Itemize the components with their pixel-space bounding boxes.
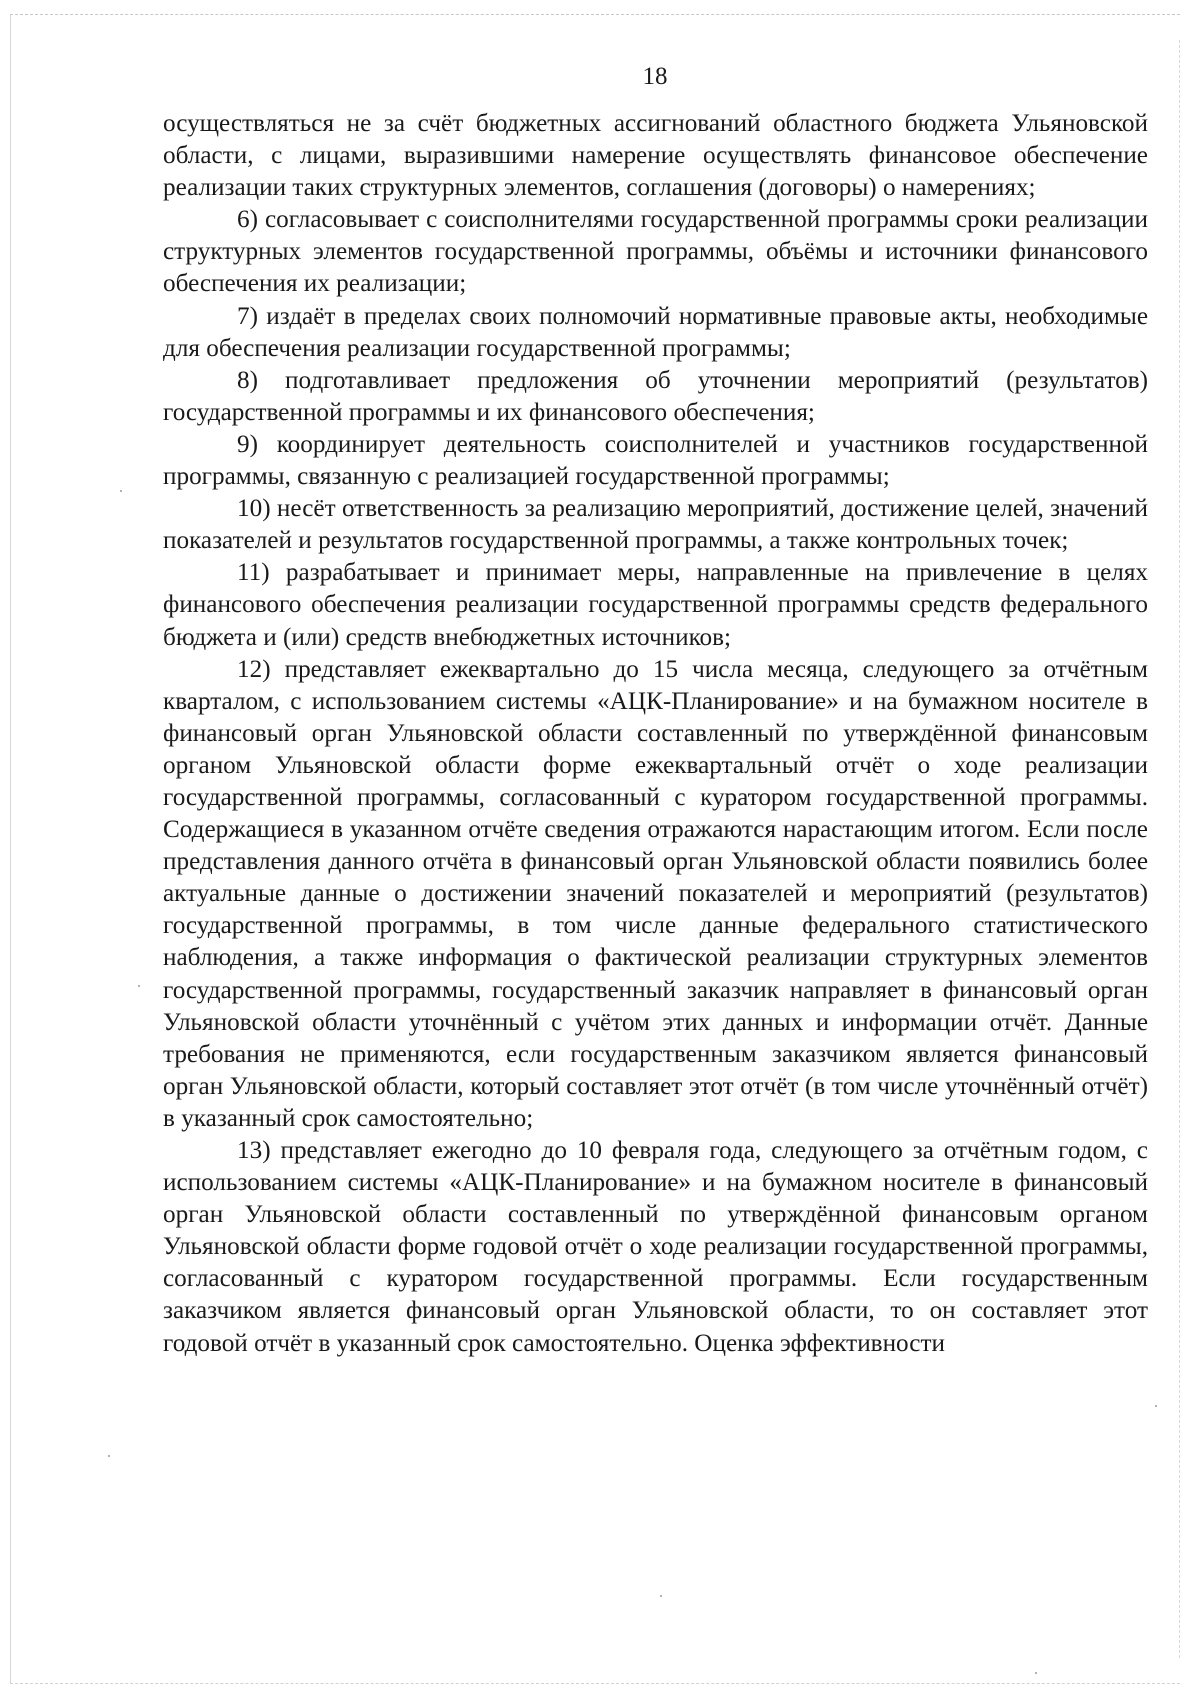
- scan-speck: [108, 1455, 110, 1457]
- scan-edge-right: [1179, 40, 1180, 1658]
- paragraph-item-13: 13) представляет ежегодно до 10 февраля года, следующего за отчётным годом, с использованием системы «АЦК-Планирование» и на бумажном носителе в финансовый орган Ульяновской области составленный по утверждённой финансовым органом Ульяновской области форме годовой отчёт о ходе реализации государственной программы, согласованный с куратором государственной программы. Если государственным заказчиком является финансовый орган Ульяновской области, то он составляет этот годовой отчёт в указанный срок самостоятельно. Оценка эффективности: [163, 1137, 1148, 1357]
- paragraph-item-6: 6) согласовывает с соисполнителями государственной программы сроки реализации структурных элементов государственной программы, объёмы и источники финансового обеспечения их реализации;: [163, 206, 1148, 298]
- document-body: [163, 108, 1148, 1360]
- scan-speck: [138, 985, 140, 987]
- paragraph-continued: осуществляться не за счёт бюджетных ассигнований областного бюджета Ульяновской области, с лицами, выразившими намерение осуществлять финансовое обеспечение реализации таких структурных элементов, соглашения (договоры) о намерениях;: [163, 110, 1148, 202]
- paragraph-item-8: 8) подготавливает предложения об уточнении мероприятий (результатов) государственной программы и их финансового обеспечения;: [163, 366, 1148, 426]
- scan-speck: [120, 490, 122, 492]
- scan-speck: [660, 1595, 662, 1597]
- scan-edge-top: [10, 14, 1180, 15]
- paragraph-item-12: 12) представляет ежеквартально до 15 числа месяца, следующего за отчётным кварталом, с использованием системы «АЦК-Планирование» и на бумажном носителе в финансовый орган Ульяновской области составленный по утверждённой финансовым органом Ульяновской области форме ежеквартальный отчёт о ходе реализации государственной программы, согласованный с куратором государственной программы. Содержащиеся в указанном отчёте сведения отражаются нарастающим итогом. Если после представления данного отчёта в финансовый орган Ульяновской области появились более актуальные данные о достижении значений показателей и мероприятий (результатов) государственной программы, в том числе данные федерального статистического наблюдения, а также информация о фактической реализации структурных элементов государственной программы, государственный заказчик направляет в финансовый орган Ульяновской области уточнённый с учётом этих данных и информации отчёт. Данные требования не применяются, если государственным заказчиком является финансовый орган Ульяновской области, который составляет этот отчёт (в том числе уточнённый отчёт) в указанный срок самостоятельно;: [163, 655, 1148, 1132]
- scan-speck: [1035, 1672, 1037, 1674]
- scan-edge-bottom: [10, 1683, 1180, 1684]
- paragraph-item-7: 7) издаёт в пределах своих полномочий нормативные правовые акты, необходимые для обеспечения реализации государственной программы;: [163, 302, 1148, 362]
- paragraph-item-11: 11) разрабатывает и принимает меры, направленные на привлечение в целях финансового обеспечения реализации государственной программы средств федерального бюджета и (или) средств внебюджетных источников;: [163, 559, 1148, 651]
- paragraph-item-9: 9) координирует деятельность соисполнителей и участников государственной программы, связанную с реализацией государственной программы;: [163, 430, 1148, 491]
- scan-edge-left: [10, 14, 11, 1684]
- scan-speck: [1155, 1405, 1157, 1407]
- paragraph-item-10: 10) несёт ответственность за реализацию мероприятий, достижение целей, значений показателей и результатов государственной программы, а также контрольных точек;: [163, 495, 1148, 555]
- page-number: 18: [642, 63, 668, 90]
